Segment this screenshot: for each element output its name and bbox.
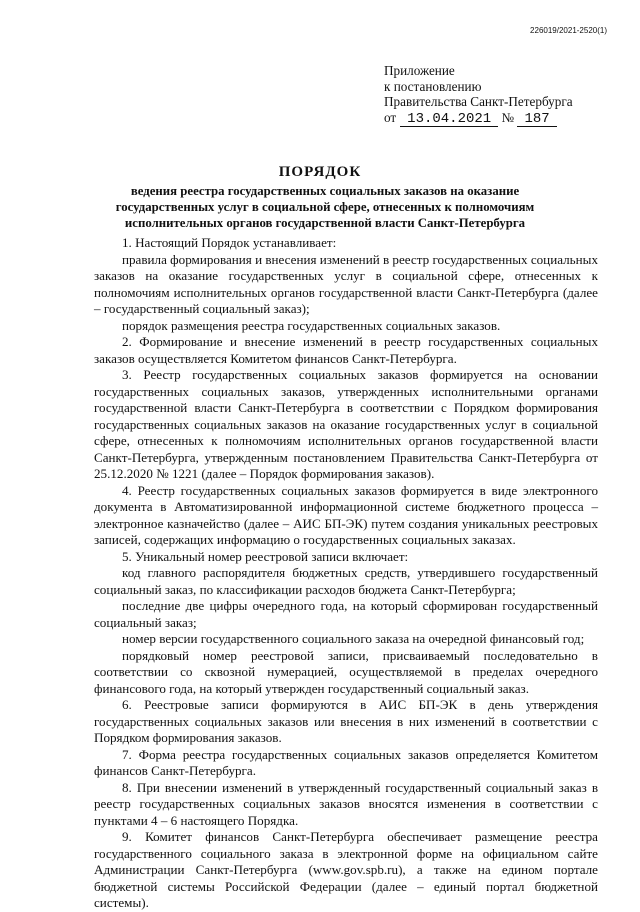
paragraph-2: 2. Формирование и внесение изменений в реестр государственных социальных заказов осуществляется Комитетом финансов Санкт-Петербурга. (94, 334, 598, 366)
paragraph-7: 7. Форма реестра государственных социальных заказов определяется Комитетом финансов Санкт-Петербурга. (94, 746, 598, 778)
appendix-block (384, 63, 573, 127)
paragraph-5-sequence: порядковый номер реестровой записи, присваиваемый последовательно в соответствии со сквозной нумерацией, осуществляемой в пределах очередного финансового года, на который утвержден государственный социальный заказ. (94, 647, 598, 696)
paragraph-1: 1. Настоящий Порядок устанавливает: (122, 235, 337, 250)
date-value: 13.04.2021 (400, 112, 498, 127)
paragraph-4: 4. Реестр государственных социальных заказов формируется в виде электронного документа в Автоматизированной информационной системе бюджетного процесса – электронное казначейство (далее – АИС БП-ЭК) путем создания уникальных реестровых записей, содержащих информацию о государственных социальных заказах. (94, 482, 598, 547)
paragraph-1-rules: правила формирования и внесения изменений в реестр государственных социальных заказов на оказание государственных услуг в социальной сфере, отнесенных к полномочиям исполнительных органов государственной власти Санкт-Петербурга (далее – государственный социальный заказ); (94, 251, 598, 316)
document-body (94, 235, 598, 912)
paragraph-3: 3. Реестр государственных социальных заказов формируется на основании государственных социальных заказов, утвержденных исполнительными органами государственной власти Санкт-Петербурга в соответствии с Порядком формирования государственных социальных заказов на оказание государственных услуг в социальной сфере, отнесенных к полномочиям исполнительных органов государственной власти Санкт-Петербурга, утвержденным постановлением Правительства Санкт-Петербурга от 25.12.2020 № 1221 (далее – Порядок формирования заказов). (94, 367, 598, 481)
document-id: 226019/2021-2520(1) (530, 26, 607, 35)
appendix-line-1: Приложение (384, 63, 455, 78)
paragraph-8: 8. При внесении изменений в утвержденный государственный социальный заказ в реестр государственных социальных заказов вносятся изменения в соответствии с пунктами 4 – 6 настоящего Порядка. (94, 779, 598, 828)
subtitle-line-3: исполнительных органов государственной власти Санкт-Петербурга (124, 216, 526, 230)
paragraph-5: 5. Уникальный номер реестровой записи включает: (122, 548, 409, 564)
paragraph-1-placement: порядок размещения реестра государственных социальных заказов. (122, 317, 501, 333)
paragraph-9: 9. Комитет финансов Санкт-Петербурга обеспечивает размещение реестра государственного социального заказа в электронной форме на официальном сайте Администрации Санкт-Петербурга (www.gov.spb.ru), а также на едином портале бюджетной системы Российской Федерации (далее – единый портал бюджетной системы). (94, 829, 598, 910)
document-subtitle (100, 183, 550, 231)
paragraph-5-code: код главного распорядителя бюджетных средств, утвердившего государственный социальный заказ, по классификации расходов бюджета Санкт-Петербурга; (94, 565, 598, 597)
paragraph-5-version: номер версии государственного социального заказа на очередной финансовый год; (122, 631, 585, 646)
paragraph-5-year: последние две цифры очередного года, на который сформирован государственный социальный заказ; (94, 598, 598, 630)
document-title: ПОРЯДОК (278, 164, 362, 180)
appendix-date-line (384, 110, 573, 127)
number-value: 187 (517, 112, 557, 127)
appendix-line-2: к постановлению (384, 78, 482, 94)
subtitle-line-2: государственных услуг в социальной сфере, отнесенных к полномочиям (115, 200, 535, 214)
date-prefix: от (384, 109, 397, 125)
subtitle-line-1: ведения реестра государственных социальных заказов на оказание (130, 184, 520, 198)
appendix-line-3: Правительства Санкт-Петербурга (384, 94, 573, 109)
number-prefix: № (501, 109, 515, 125)
paragraph-6: 6. Реестровые записи формируются в АИС БП-ЭК в день утверждения государственных социальных заказов или внесения в них изменений в соответствии с Порядком формирования заказов. (94, 697, 598, 745)
